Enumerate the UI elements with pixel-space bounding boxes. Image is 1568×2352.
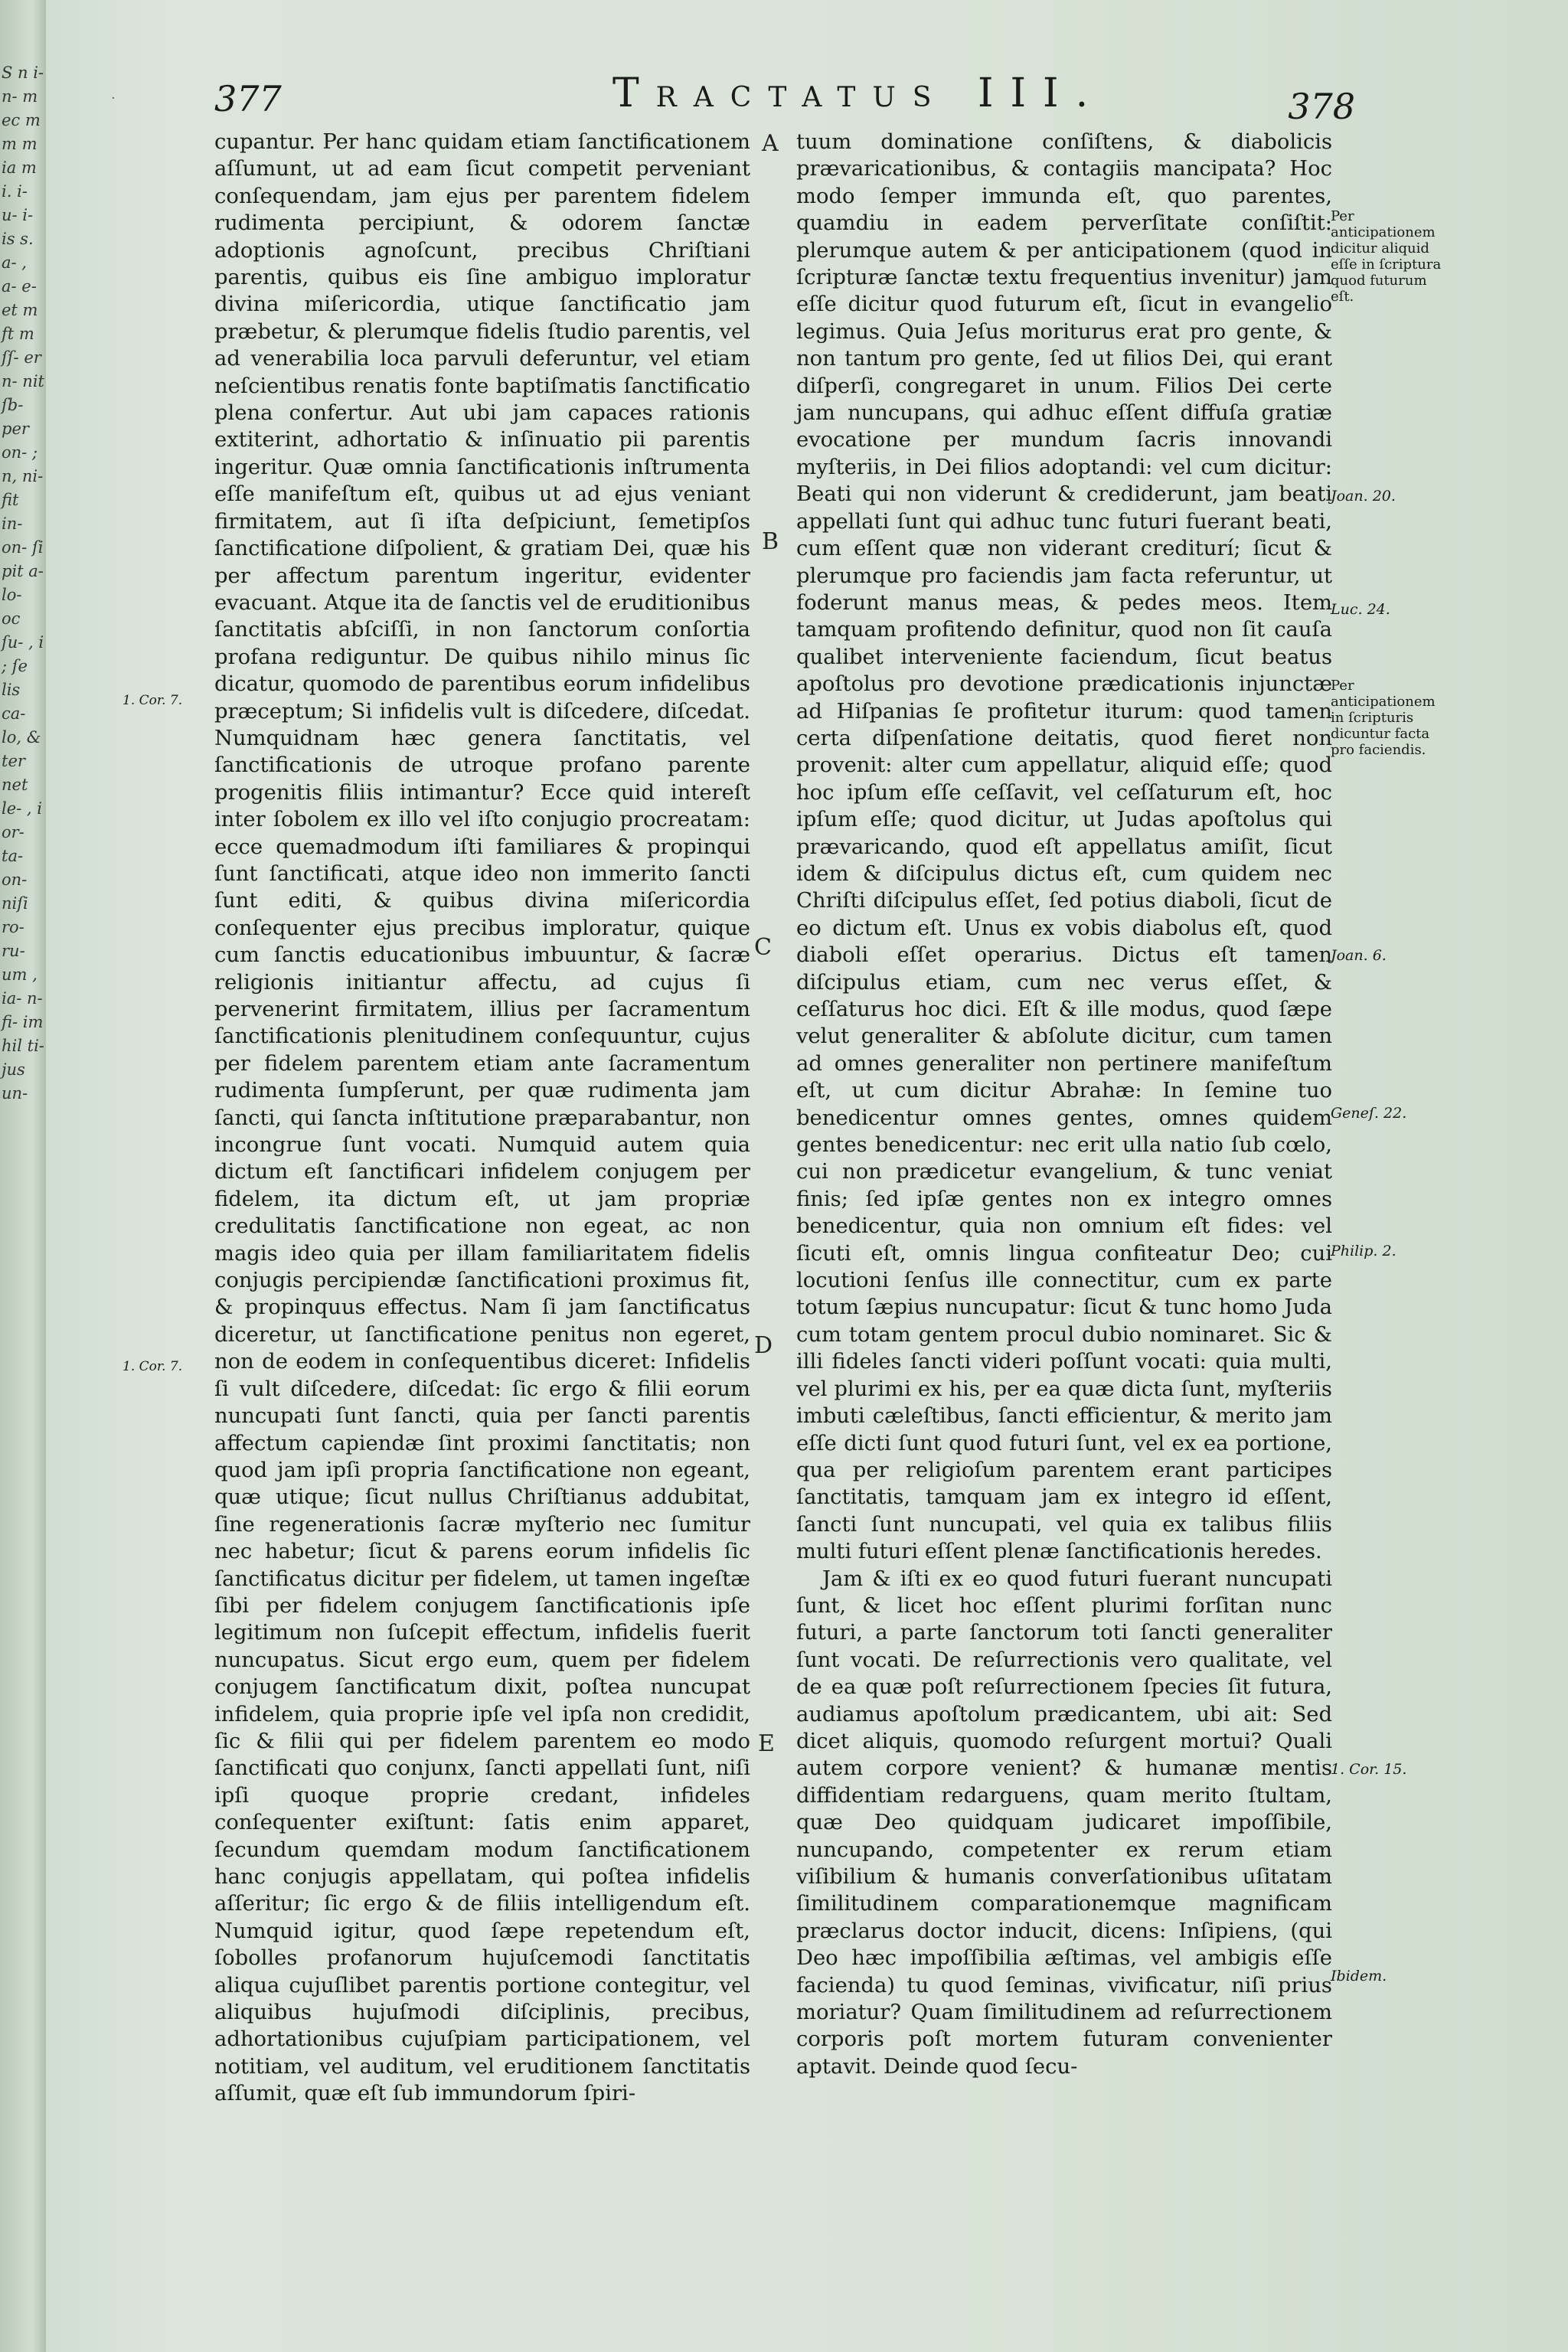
section-letter-b: B xyxy=(762,528,779,555)
margin-ref-right-6: 1. Cor. 15. xyxy=(1331,1761,1407,1778)
margin-ref-right-1: Joan. 20. xyxy=(1331,488,1396,505)
running-title: Tractatus III. xyxy=(612,70,1106,116)
margin-note-right-1: Per anticipationem dicitur aliquid eſſe in ſcriptura quod futurum eſt. xyxy=(1331,208,1442,305)
left-text-column xyxy=(214,129,750,2108)
page-number-left: 377 xyxy=(214,78,282,119)
margin-ref-left-1: 1. Cor. 7. xyxy=(122,693,183,708)
margin-ref-right-5: Philip. 2. xyxy=(1331,1243,1396,1259)
running-header xyxy=(214,70,1355,127)
right-text-column xyxy=(796,129,1332,2080)
margin-ref-right-4: Geneſ. 22. xyxy=(1331,1105,1407,1122)
facing-page-fragments: S n i- n- m ec m m m ia m i. i- u- i- is s. a- , a- e- et m ft m ſſ- er n- nit ſb- per on- ; n, ni- fit in- on- ſi pit a- lo- oc ſu- , i ; ſe lis ca- lo, & ter net le- , i or- ta- on- niſi ro- ru- um , ia- n- fi- im hil ti- jus un- xyxy=(2,64,44,1102)
right-paragraph-2: Jam & iſti ex eo quod futuri fuerant nuncupati ſunt, & licet hoc eſſent plurimi forſitan nunc futuri, a parte ſanctorum toti ſancti generaliter ſunt vocati. De reſurrectionis vero qualitate, vel de ea quæ poſt reſurrectionem ſpecies ſit futura, audiamus apoſtolum prædicantem, ubi ait: Sed dicet aliquis, quomodo reſurgent mortui? Quali autem corpore venient? & humanæ mentis diffidentiam redarguens, quam merito ſtultam, quæ Deo quidquam judicaret impoſſibile, nuncupando, competenter ex rerum etiam viſibilium & humanis converſationibus uſitatam ſimilitudinem comparationemque magnificam præclarus doctor inducit, dicens: Inſipiens, (qui Deo hæc impoſſibilia æſtimas, vel ambigis eſſe facienda) tu quod ſeminas, vivificatur, niſi prius moriatur? Quam ſimilitudinem ad reſurrectionem corporis poſt mortem futuram convenienter aptavit. Deinde quod ſecu- xyxy=(796,1566,1332,2079)
margin-ref-right-7: Ibidem. xyxy=(1331,1968,1387,1984)
section-letter-c: C xyxy=(754,934,772,961)
left-paragraph: cupantur. Per hanc quidam etiam ſanctificationem aſſumunt, ut ad eam ſicut competit perveniant conſequendam, jam ejus per parentem fidelem rudimenta percipiunt, & odorem ſanctæ adoptionis agnoſcunt, precibus Chriſtiani parentis, quibus eis ſine ambiguo imploratur divina miſericordia, utique ſanctificatio jam præbetur, & plerumque fidelis ſtudio parentis, vel ad venerabilia loca parvuli deferuntur, vel etiam neſcientibus renatis fonte baptiſmatis ſanctificatio plena confertur. Aut ubi jam capaces rationis extiterint, adhortatio & inſinuatio pii parentis ingeritur. Quæ omnia ſanctificationis inſtrumenta eſſe manifeſtum eſt, quibus ut ad ejus veniant firmitatem, aut ſi iſta deſpiciunt, ſemetipſos ſanctificatione diſpolient, & gratiam Dei, quæ his per affectum parentum ingeritur, evidenter evacuant. Atque ita de ſanctis vel de eruditionibus ſanctitatis abſciſſi, in non ſanctorum conſortia profana rediguntur. De quibus nihilo minus ſic dicatur, quomodo de parentibus eorum infidelibus præceptum; Si infidelis vult is diſcedere, diſcedat. Numquidnam hæc genera ſanctitatis, vel ſanctificationis de utroque profano parente progenitis filiis intimantur? Ecce quid intereſt inter ſobolem ex illo vel iſto conjugio procreatam: ecce quemadmodum iſti familiares & propinqui ſunt ſanctificati, atque ideo non immerito ſancti ſunt editi, & quibus divina miſericordia conſequenter ejus precibus imploratur, quique cum ſanctis educationibus imbuuntur, & ſacræ religionis initiantur affectu, ad cujus ſi pervenerint firmitatem, illius per ſacramentum ſanctificationis plenitudinem conſequuntur, cujus per fidelem parentem etiam ante ſacramentum rudimenta ſumpſerunt, per quæ rudimenta jam ſancti, qui ſancta inſtitutione præparabantur, non incongrue ſunt vocati. Numquid autem quia dictum eſt ſanctificari infidelem conjugem per fidelem, ita dictum eſt, ut jam propriæ credulitatis ſanctificatione non egeat, ac non magis ideo quia per illam familiaritatem fidelis conjugis percipiendæ ſanctificationi proximus fit, & propinquus effectus. Nam ſi jam ſanctificatus diceretur, ut ſanctificatione penitus non egeret, non de eodem in conſequentibus diceret: Infidelis ſi vult diſcedere, diſcedat: ſic ergo & filii eorum nuncupati ſunt ſancti, quia per ſancti parentis affectum capiendæ ſint proximi ſanctitatis; non quod jam ipſi propria ſanctificatione non egeant, quæ utique; ſicut nullus Chriſtianus addubitat, ſine regenerationis ſacræ myſterio nec ſumitur nec habetur; ſicut & parens eorum infidelis ſic ſanctificatus dicitur per fidelem, ut tamen ingeſtæ ſibi per fidelem conjugem ſanctificationis ipſe legitimum non ſuſcepit effectum, infidelis fuerit nuncupatus. Sicut ergo eum, quem per fidelem conjugem ſanctificatum dixit, poſtea nuncupat infidelem, quia proprie ipſe vel ipſa non credidit, ſic & filii qui per fidelem parentem eo modo ſanctificati quo conjunx, ſancti appellati ſunt, niſi ipſi quoque proprie credant, infideles conſequenter exiſtunt: ſatis enim apparet, ſecundum quemdam modum ſanctificationem hanc conjugis appellatam, qui poſtea infidelis aſſeritur; ſic ergo & de filiis intelligendum eſt. Numquid igitur, quod ſæpe repetendum eſt, ſobolles profanorum hujuſcemodi ſanctitatis aliqua cujuſlibet parentis portione contegitur, vel aliquibus hujuſmodi diſciplinis, precibus, adhortationibus cujuſpiam participationem, vel notitiam, vel auditum, vel eruditionem ſanctitatis aſſumit, quæ eſt ſub immundorum ſpiri- xyxy=(214,130,750,2106)
section-letter-e: E xyxy=(758,1730,775,1757)
margin-note-right-2: Per anticipationem in ſcripturis dicuntur facta pro faciendis. xyxy=(1331,678,1436,758)
section-letter-a: A xyxy=(762,130,779,157)
print-mark: · xyxy=(111,90,116,106)
margin-ref-left-2: 1. Cor. 7. xyxy=(122,1359,183,1374)
right-paragraph-1: tuum dominatione conſiſtens, & diabolicis prævaricationibus, & contagiis mancipata? Hoc modo ſemper immunda eſt, quo parentes, quamdiu in eadem perverſitate conſiſtit: plerumque autem & per anticipationem (quod in ſcripturæ ſanctæ textu frequentius invenitur) jam eſſe dicitur quod futurum eſt, ſicut in evangelio legimus. Quia Jeſus moriturus erat pro gente, & non tantum pro gente, ſed ut filios Dei, qui erant diſperſi, congregaret in unum. Filios Dei certe jam nuncupans, qui adhuc eſſent diffuſa gratiæ evocatione per mundum ſacris innovandi myſteriis, in Dei filios adoptandi: vel cum dicitur: Beati qui non viderunt & crediderunt, jam beati appellati ſunt qui adhuc tunc futuri fuerant beati, cum eſſent quæ non viderant crediturí; ſicut & plerumque pro faciendis jam facta referuntur, ut foderunt manus meas, & pedes meos. Item tamquam profitendo definitur, quod non ſit cauſa qualibet interveniente faciendum, ſicut beatus apoſtolus pro devotione prædicationis injunctæ ad Hiſpanias ſe profitetur iturum: quod tamen certa diſpenſatione deitatis, quod fieret non provenit: alter cum appellatur, aliquid eſſe; quod hoc ipſum eſſe ceſſavit, vel ceſſaturum eſt, hoc ipſum eſſe; quod dicitur, ut Judas apoſtolus qui prævaricando, quod eſt appellatus amiſit, ſicut idem & diſcipulus dictus eſt, cum quidem nec Chriſti diſcipulus eſſet, ſed potius diaboli, ſicut de eo dictum eſt. Unus ex vobis diabolus eſt, quod diaboli eſſet operarius. Dictus eſt tamen diſcipulus etiam, cum nec verus eſſet, & ceſſaturus hoc dici. Eſt & ille modus, quod ſæpe velut generaliter & abſolute dicitur, cum tamen ad omnes generaliter non pertinere manifeſtum eſt, ut cum dicitur Abrahæ: In ſemine tuo benedicentur omnes gentes, omnes quidem gentes benedicentur: nec erit ulla natio ſub cœlo, cui non prædicetur evangelium, & tunc veniat finis; ſed ipſæ gentes non ex integro omnes benedicentur, quia non omnium eſt fides: vel ſicuti eſt, omnis lingua confiteatur Deo; cui locutioni ſenſus ille connectitur, cum ex parte totum ſæpius nuncupatur: ſicut & tunc homo Juda cum totam gentem procul dubio nominaret. Sic & illi fideles ſancti videri poſſunt vocati: quia multi, vel plurimi ex his, per ea quæ dicta ſunt, myſteriis imbuti cæleſtibus, ſancti efficientur, & merito jam eſſe dicti ſunt quod futuri ſunt, vel ex ea portione, qua per religioſum parentem erant participes ſanctitatis, tamquam jam ex integro id eſſent, ſancti ſunt nuncupati, vel quia ex talibus filiis multi futuri eſſent plenæ ſanctificationis heredes. xyxy=(796,130,1332,1564)
page-number-right: 378 xyxy=(1288,86,1355,127)
section-letter-d: D xyxy=(754,1332,773,1359)
margin-ref-right-3: Joan. 6. xyxy=(1331,947,1387,964)
margin-ref-right-2: Luc. 24. xyxy=(1331,601,1390,618)
binding-gutter xyxy=(0,0,46,2352)
